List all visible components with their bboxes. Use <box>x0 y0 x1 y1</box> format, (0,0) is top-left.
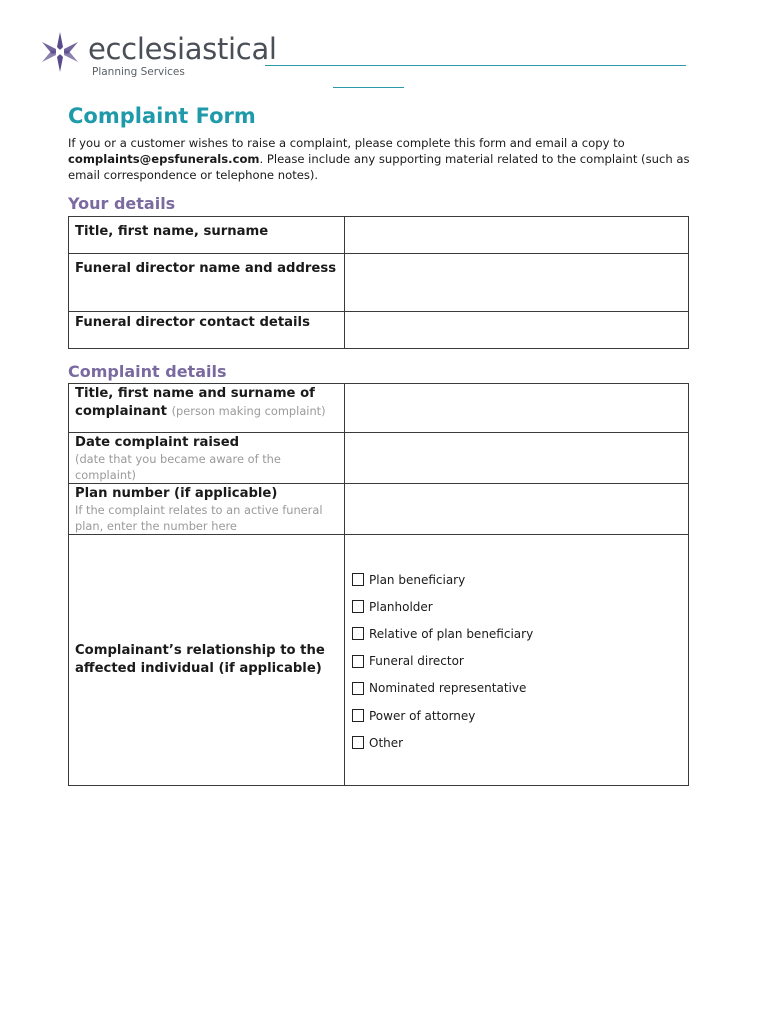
table-row <box>69 433 689 484</box>
checkbox-option[interactable] <box>352 675 688 702</box>
complainant-name-field[interactable] <box>345 384 689 433</box>
table-row <box>69 254 689 312</box>
page-title: Complaint Form <box>68 104 256 128</box>
funeral-director-address-field[interactable] <box>345 254 689 312</box>
checkbox[interactable] <box>352 682 364 695</box>
date-raised-field[interactable] <box>345 433 689 484</box>
checkbox-option[interactable] <box>352 648 688 675</box>
row-label-cell <box>69 535 345 786</box>
funeral-director-contact-field[interactable] <box>345 312 689 349</box>
row-label: Plan number (if applicable) <box>75 486 278 501</box>
your-details-table <box>68 216 689 349</box>
header-rule-short <box>333 87 404 88</box>
intro-line2: . Please include any supporting material related to the complaint (such as email correspondence or telephone notes). <box>68 152 690 182</box>
checkbox-option[interactable] <box>352 620 688 647</box>
checkbox-label: Nominated representative <box>369 681 527 696</box>
checkbox[interactable] <box>352 600 364 613</box>
row-label: Date complaint raised <box>75 435 240 450</box>
row-label <box>75 385 338 421</box>
complaint-details-table <box>68 383 689 786</box>
checkbox-label: Power of attorney <box>369 708 476 723</box>
checkbox-label: Planholder <box>369 599 433 614</box>
complaints-email[interactable]: complaints@epsfunerals.com <box>68 152 260 166</box>
row-label-cell <box>69 312 345 349</box>
checkbox-option[interactable] <box>352 729 688 756</box>
relationship-label: Complainant’s relationship to the affected individual (if applicable) <box>75 643 325 676</box>
brand-subtitle: Planning Services <box>92 66 185 78</box>
checkbox[interactable] <box>352 736 364 749</box>
row-hint: (date that you became aware of the complaint) <box>75 452 281 482</box>
row-label-text: Title, first name and surname of complainant <box>75 386 315 419</box>
row-label-cell <box>69 217 345 254</box>
checkbox-option[interactable] <box>352 593 688 620</box>
relationship-options-cell <box>345 535 689 786</box>
table-row <box>69 484 689 535</box>
row-hint: If the complaint relates to an active funeral plan, enter the number here <box>75 503 323 533</box>
your-details-heading: Your details <box>68 194 176 213</box>
header-rule <box>265 65 686 66</box>
checkbox-option[interactable] <box>352 566 688 593</box>
table-row <box>69 312 689 349</box>
checkbox[interactable] <box>352 573 364 586</box>
row-label-cell <box>69 254 345 312</box>
checkbox-label: Funeral director <box>369 654 464 669</box>
checkbox-option[interactable] <box>352 702 688 729</box>
checkbox-label: Relative of plan beneficiary <box>369 626 534 641</box>
row-label: Funeral director contact details <box>75 315 310 330</box>
table-row <box>69 535 689 786</box>
checkbox-label: Plan beneficiary <box>369 572 466 587</box>
plan-number-field[interactable] <box>345 484 689 535</box>
row-label: Funeral director name and address <box>75 261 337 276</box>
row-label-cell <box>69 384 345 433</box>
row-hint: (person making complaint) <box>171 404 326 418</box>
row-label: Title, first name, surname <box>75 224 269 239</box>
checkbox[interactable] <box>352 627 364 640</box>
row-label-cell <box>69 484 345 535</box>
checkbox-label: Other <box>369 735 404 750</box>
relationship-checkbox-list <box>345 535 688 756</box>
table-row <box>69 384 689 433</box>
checkbox[interactable] <box>352 655 364 668</box>
checkbox[interactable] <box>352 709 364 722</box>
star-flower-logo-icon <box>38 30 82 74</box>
brand-name: ecclesiastical <box>88 32 277 66</box>
table-row <box>69 217 689 254</box>
intro-text <box>68 135 693 183</box>
complaint-details-heading: Complaint details <box>68 362 227 381</box>
row-label-cell <box>69 433 345 484</box>
name-field[interactable] <box>345 217 689 254</box>
brand-logo <box>38 30 277 86</box>
intro-line1: If you or a customer wishes to raise a complaint, please complete this form and email a copy to <box>68 136 625 150</box>
